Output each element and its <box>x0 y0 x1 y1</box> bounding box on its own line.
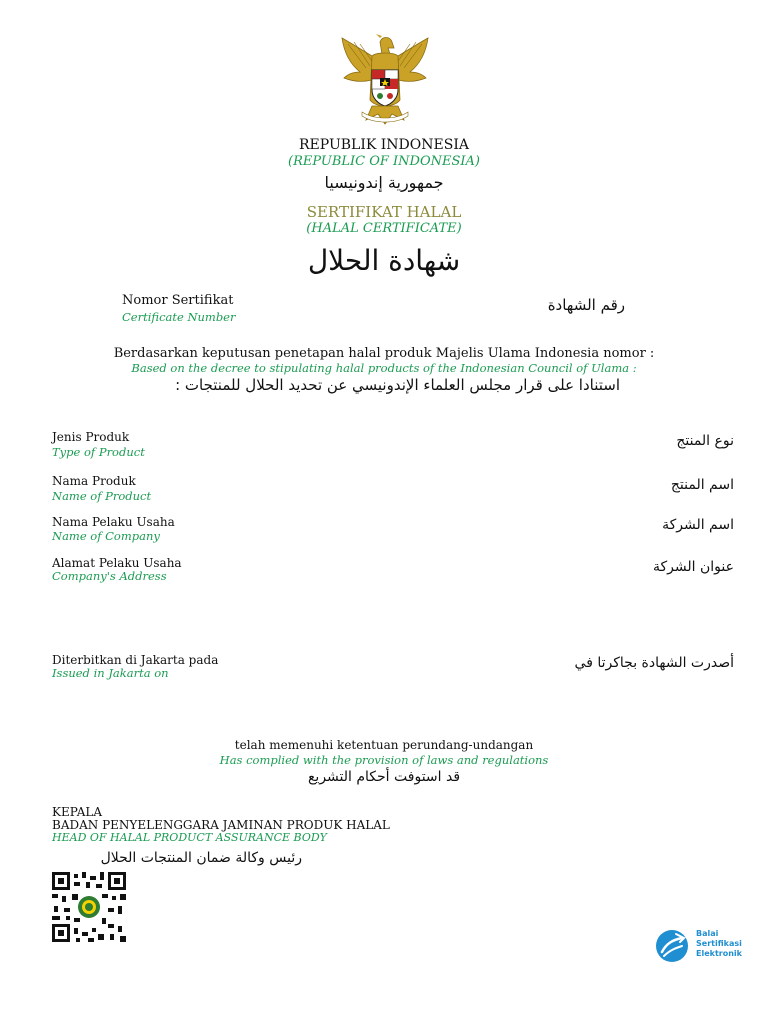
compliance-text-ar: قد استوفت أحكام التشريع <box>307 769 461 785</box>
issued-label: Diterbitkan di Jakarta pada <box>52 653 219 667</box>
bsre-logo-text-1: Balai <box>696 929 719 938</box>
decree-text: Berdasarkan keputusan penetapan halal produk Majelis Ulama Indonesia nomor : <box>113 346 655 361</box>
signatory-agency: BADAN PENYELENGGARA JAMINAN PRODUK HALAL <box>52 818 390 832</box>
country-name-en: (REPUBLIC OF INDONESIA) <box>288 154 480 169</box>
field-label-en: Name of Product <box>52 489 152 503</box>
bsre-logo-icon <box>654 928 690 964</box>
decree-text-ar: استنادا على قرار مجلس العلماء الإندونيسي عن تحديد الحلال للمنتجات : <box>175 376 620 394</box>
field-label-en: Company's Address <box>52 569 167 583</box>
bsre-logo <box>654 928 754 964</box>
field-label: Jenis Produk <box>52 430 130 444</box>
cert-number-label-ar: رقم الشهادة <box>547 296 625 314</box>
issued-label-ar: أصدرت الشهادة بجاكرتا في <box>574 655 734 671</box>
issued-label-en: Issued in Jakarta on <box>52 666 169 680</box>
field-label: Alamat Pelaku Usaha <box>52 556 182 570</box>
qr-code <box>52 872 126 942</box>
signatory-agency-ar: رئيس وكالة ضمان المنتجات الحلال <box>100 850 302 866</box>
field-label-ar: نوع المنتج <box>676 433 734 449</box>
bsre-logo-text-2: Sertifikasi <box>696 939 742 948</box>
compliance-text-en: Has complied with the provision of laws and regulations <box>219 753 549 767</box>
garuda-emblem <box>336 34 434 126</box>
field-label-ar: اسم المنتج <box>670 477 734 493</box>
certificate-title-en: (HALAL CERTIFICATE) <box>306 221 462 236</box>
cert-number-label-en: Certificate Number <box>122 310 236 324</box>
cert-number-label: Nomor Sertifikat <box>122 293 234 308</box>
signatory-title: KEPALA <box>52 805 102 819</box>
bsre-logo-text-3: Elektronik <box>696 949 742 958</box>
compliance-text: telah memenuhi ketentuan perundang-undangan <box>234 738 534 752</box>
decree-text-en: Based on the decree to stipulating halal products of the Indonesian Council of Ulama : <box>131 361 637 375</box>
field-label: Nama Pelaku Usaha <box>52 515 175 529</box>
country-name: REPUBLIK INDONESIA <box>299 137 469 153</box>
country-name-ar: جمهورية إندونيسيا <box>324 173 444 192</box>
certificate-title: SERTIFIKAT HALAL <box>306 203 462 221</box>
field-label: Nama Produk <box>52 474 136 488</box>
signatory-agency-en: HEAD OF HALAL PRODUCT ASSURANCE BODY <box>52 831 327 844</box>
field-label-ar: اسم الشركة <box>662 517 734 533</box>
field-label-en: Name of Company <box>52 529 160 543</box>
certificate-title-ar: شهادة الحلال <box>307 244 461 277</box>
field-label-ar: عنوان الشركة <box>653 559 734 575</box>
field-label-en: Type of Product <box>52 445 145 459</box>
